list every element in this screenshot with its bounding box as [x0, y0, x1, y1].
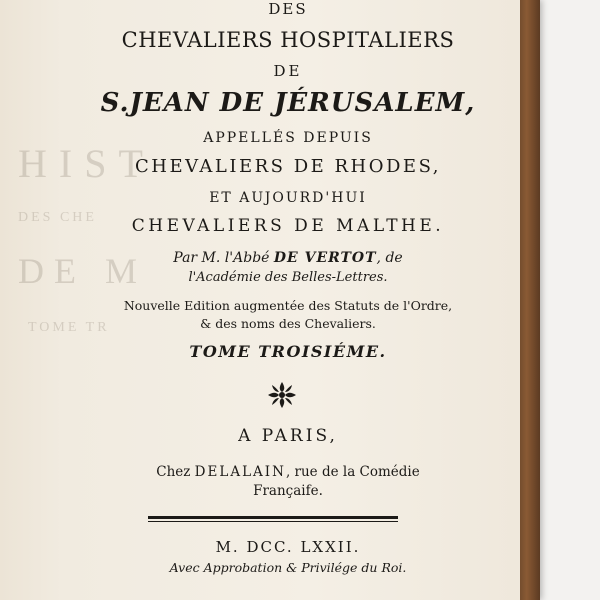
author-prefix: Par M. l'Abbé [173, 250, 274, 266]
publisher-line-2: Françaife. [253, 483, 323, 499]
author-suffix: , de [376, 250, 403, 266]
bleed-through-line: TOME TR [28, 320, 110, 335]
title-line-appelles: APPELLÉS DEPUIS [203, 130, 373, 146]
bleed-through-line: DES CHE [18, 210, 97, 225]
fleuron-ornament-icon [266, 380, 298, 410]
publisher-suffix: , rue de la Comédie [285, 464, 420, 480]
publisher-prefix: Chez [156, 464, 195, 480]
title-line-rhodes: CHEVALIERS DE RHODES, [135, 156, 441, 177]
academy-line: l'Académie des Belles-Lettres. [188, 270, 388, 285]
publisher-name: DELALAIN [194, 464, 286, 480]
bleed-through-line: HIST [18, 141, 155, 186]
author-line [88, 250, 488, 266]
tome-line: TOME TROISIÉME. [189, 342, 387, 361]
title-line-malthe: CHEVALIERS DE MALTHE. [131, 216, 445, 236]
double-rule-divider [148, 516, 398, 522]
title-line-des: DES [268, 0, 308, 18]
edition-line-2: & des noms des Chevaliers. [200, 316, 376, 331]
title-line-saint-jean: S.JEAN DE JÉRUSALEM, [100, 88, 476, 118]
privilege-line: Avec Approbation & Privilége du Roi. [169, 560, 407, 575]
imprint-date: M. DCC. LXXII. [215, 538, 361, 556]
leather-binding-edge [518, 0, 540, 600]
publisher-line [88, 464, 488, 480]
author-name: DE VERTOT [273, 250, 377, 266]
title-line-aujourdhui: ET AUJOURD'HUI [209, 190, 367, 206]
white-backdrop [540, 0, 600, 600]
title-line-de: DE [273, 62, 303, 80]
edition-line: Nouvelle Edition augmentée des Statuts de l'Ordre, [123, 298, 453, 313]
bleed-through-line: DE M [18, 251, 147, 291]
imprint-place: A PARIS, [238, 426, 338, 446]
title-line-chevaliers: CHEVALIERS HOSPITALIERS [121, 28, 455, 52]
